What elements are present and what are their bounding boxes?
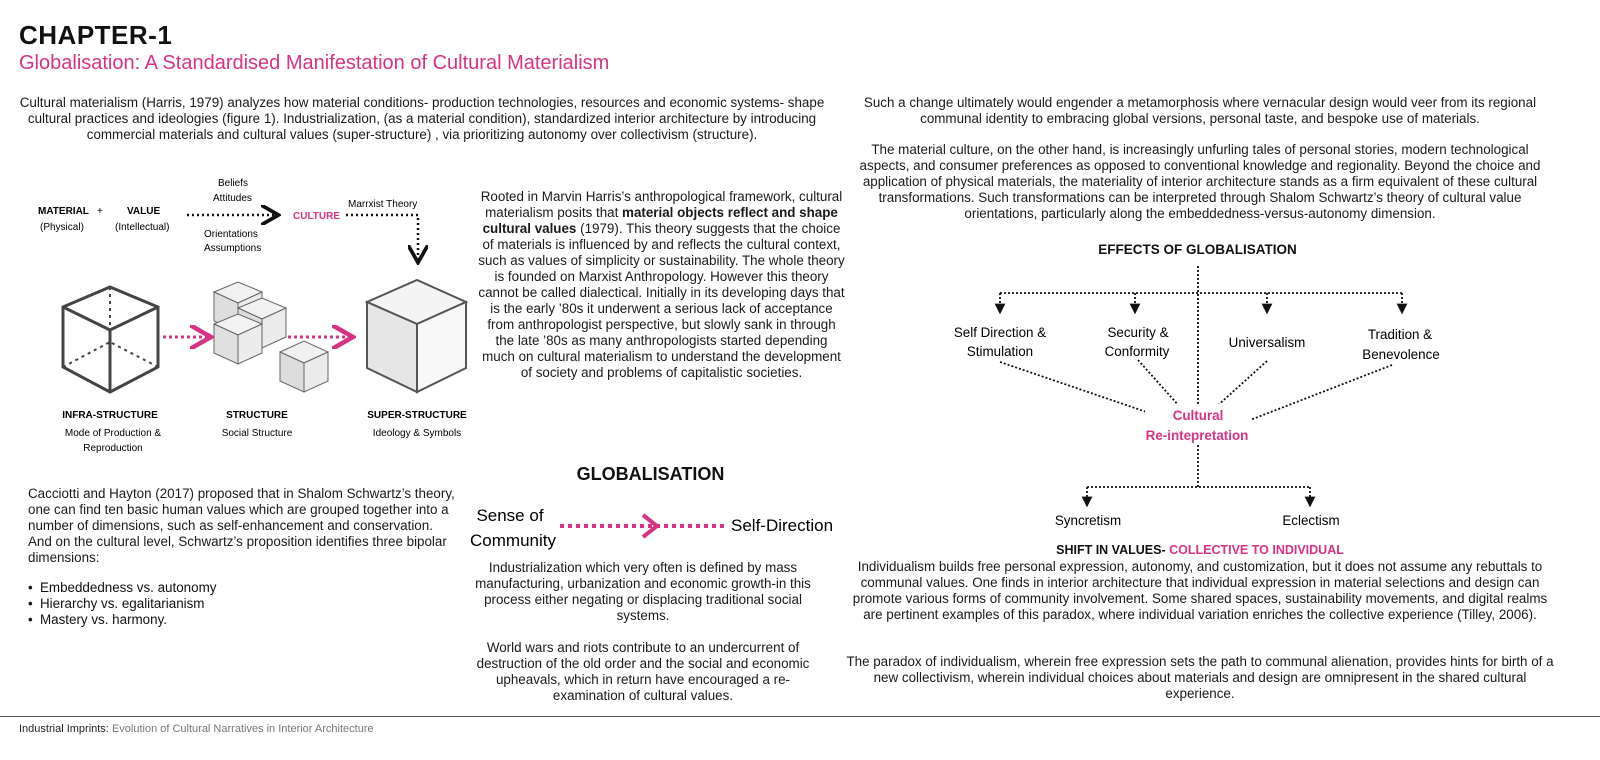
globalisation-diagram — [465, 500, 840, 555]
cultural-materialism-diagram — [30, 172, 475, 462]
list-item: • Embeddedness vs. autonomy — [28, 580, 328, 596]
structure-label: STRUCTURE — [226, 410, 288, 421]
self-direction-effect-1: Self Direction & — [953, 325, 1047, 340]
chapter-title: CHAPTER-1 — [19, 20, 173, 50]
beliefs-label: Beliefs — [218, 178, 249, 189]
industrialization-paragraph: Industrialization which very often is defined by mass manufacturing, urbanization and economic growth-in this process either negating or displacing traditional social systems. — [475, 560, 811, 623]
individualism-paragraph: Individualism builds free personal expression, autonomy, and customization, but it does not assume any rebuttals to communal values. One finds in interior architecture that individual expression in material selections and design can promote various forms of community involvement. Some shared spaces, sustainability movements, and digital realms are pertinent examples of this paradox, where individual variation enriches the collective experience (Tilley, 2006). — [852, 559, 1548, 622]
super-structure-cube — [367, 280, 466, 392]
world-wars-paragraph: World wars and riots contribute to an undercurrent of destruction of the old order and the social and economic upheavals, which in return have encouraged a re-examination of cultural values. — [476, 640, 810, 703]
super-structure-label: SUPER-STRUCTURE — [367, 410, 467, 421]
community-label: Community — [470, 531, 556, 550]
intro-paragraph: Cultural materialism (Harris, 1979) analyzes how material conditions- production technologies, resources and economic systems- shape cultural practices and ideologies (figure 1). Industrialization, (as a material condition), standardized interior architecture by introducing commercial materials and cultural values (super-structure) , via prioritizing autonomy over collectivism (structure). — [19, 95, 825, 142]
chapter-subtitle: Globalisation: A Standardised Manifestation of Cultural Materialism — [19, 52, 610, 74]
change-paragraph: Such a change ultimately would engender a metamorphosis where vernacular design would veer from its regional communal identity to embracing global versions, personal taste, and bespoke use of materials. — [863, 95, 1537, 126]
globalisation-heading: GLOBALISATION — [576, 464, 725, 484]
marxist-arrow — [346, 215, 418, 260]
orientations-label: Orientations — [204, 229, 258, 240]
footer-title: Industrial Imprints: — [19, 723, 109, 735]
paradox-paragraph: The paradox of individualism, wherein free expression sets the path to communal alienation, provides hints for birth of a new collectivism, wherein individual choices about materials and design are omnipresent in the shared cultural experience. — [846, 654, 1554, 701]
shift-heading-pink: COLLECTIVE TO INDIVIDUAL — [1169, 543, 1344, 557]
material-label: MATERIAL — [38, 206, 89, 217]
footer — [19, 723, 374, 735]
infra-structure-cube — [63, 287, 158, 392]
tradition-effect-1: Tradition & — [1367, 327, 1433, 342]
infra-structure-label: INFRA-STRUCTURE — [62, 410, 158, 421]
infra-structure-sub1: Mode of Production & — [64, 428, 162, 439]
footer-divider — [0, 716, 1600, 717]
sense-of-label: Sense of — [476, 506, 544, 525]
list-item: • Hierarchy vs. egalitarianism — [28, 596, 328, 612]
list-item: • Mastery vs. harmony. — [28, 612, 328, 628]
rooted-bold-text: material objects reflect and shape cultural values — [482, 205, 838, 236]
attitudes-label: Attitudes — [213, 193, 252, 204]
rooted-paragraph — [478, 189, 845, 381]
bipolar-dimensions-list — [28, 580, 328, 628]
cultural-reinterpretation-2: Re-intepretation — [1145, 428, 1249, 443]
security-effect-1: Security & — [1107, 325, 1169, 340]
footer-subtitle: Evolution of Cultural Narratives in Interior Architecture — [111, 723, 374, 735]
self-direction-label: Self-Direction — [731, 516, 834, 535]
effects-heading: EFFECTS OF GLOBALISATION — [1098, 242, 1297, 257]
rooted-text-1: Rooted in Marvin Harris’s anthropological framework, cultural materialism posits that — [480, 189, 843, 220]
infra-structure-sub2: Reproduction — [83, 443, 143, 454]
cultural-reinterpretation-1: Cultural — [1172, 408, 1224, 423]
structure-blocks — [214, 282, 328, 392]
material-sub: (Physical) — [40, 222, 84, 233]
value-label: VALUE — [127, 206, 161, 217]
security-effect-2: Conformity — [1104, 344, 1170, 359]
tradition-effect-2: Benevolence — [1362, 347, 1440, 362]
schwartz-paragraph: Cacciotti and Hayton (2017) proposed that in Shalom Schwartz’s theory, one can find ten basic human values which are grouped together into a number of dimensions, such as self-enhancement and conservation. And on the cultural level, Schwartz’s proposition identifies three bipolar dimensions: — [28, 486, 455, 565]
plus-sign: + — [97, 206, 103, 217]
effects-connectors — [1000, 266, 1402, 502]
material-culture-paragraph: The material culture, on the other hand, is increasingly unfurling tales of personal stories, modern technological aspects, and consumer preferences as opposed to conventional knowledge and regionality. Beyond the choice and application of physical materials, the materiality of interior architecture stands as a firm equivalent of these cultural transformations. Such transformations can be interpreted through Shalom Schwartz’s theory of cultural value orientations, particularly along the embeddedness-versus-autonomy dimension. — [859, 142, 1541, 221]
value-sub: (Intellectual) — [115, 222, 170, 233]
self-direction-effect-2: Stimulation — [966, 344, 1034, 359]
eclectism-label: Eclectism — [1282, 513, 1340, 528]
rooted-text-2: (1979). This theory suggests that the choice of materials is influenced by and reflects the cultural context, such as values of simplicity or sustainability. The whole theory is founded on Marxist Anthropology. However this theory cannot be called dialectical. Initially in its developing days that is the early ’80s it underwent a serious lack of acceptance from anthropologist perspective, but slowly sank in through the late ’80s as many anthropologists started depending much on cultural materialism to understand the development of society and problems of capitalistic societies. — [478, 221, 845, 380]
structure-sub: Social Structure — [221, 428, 293, 439]
assumptions-label: Assumptions — [204, 243, 262, 254]
syncretism-label: Syncretism — [1054, 513, 1122, 528]
shift-heading-black: SHIFT IN VALUES- — [1056, 543, 1166, 557]
super-structure-sub: Ideology & Symbols — [372, 428, 462, 439]
shift-heading — [846, 543, 1554, 557]
universalism-effect: Universalism — [1228, 335, 1306, 350]
culture-label: CULTURE — [293, 211, 341, 222]
effects-of-globalisation-diagram — [930, 262, 1470, 537]
marxist-label: Marrxist Theory — [348, 199, 418, 210]
